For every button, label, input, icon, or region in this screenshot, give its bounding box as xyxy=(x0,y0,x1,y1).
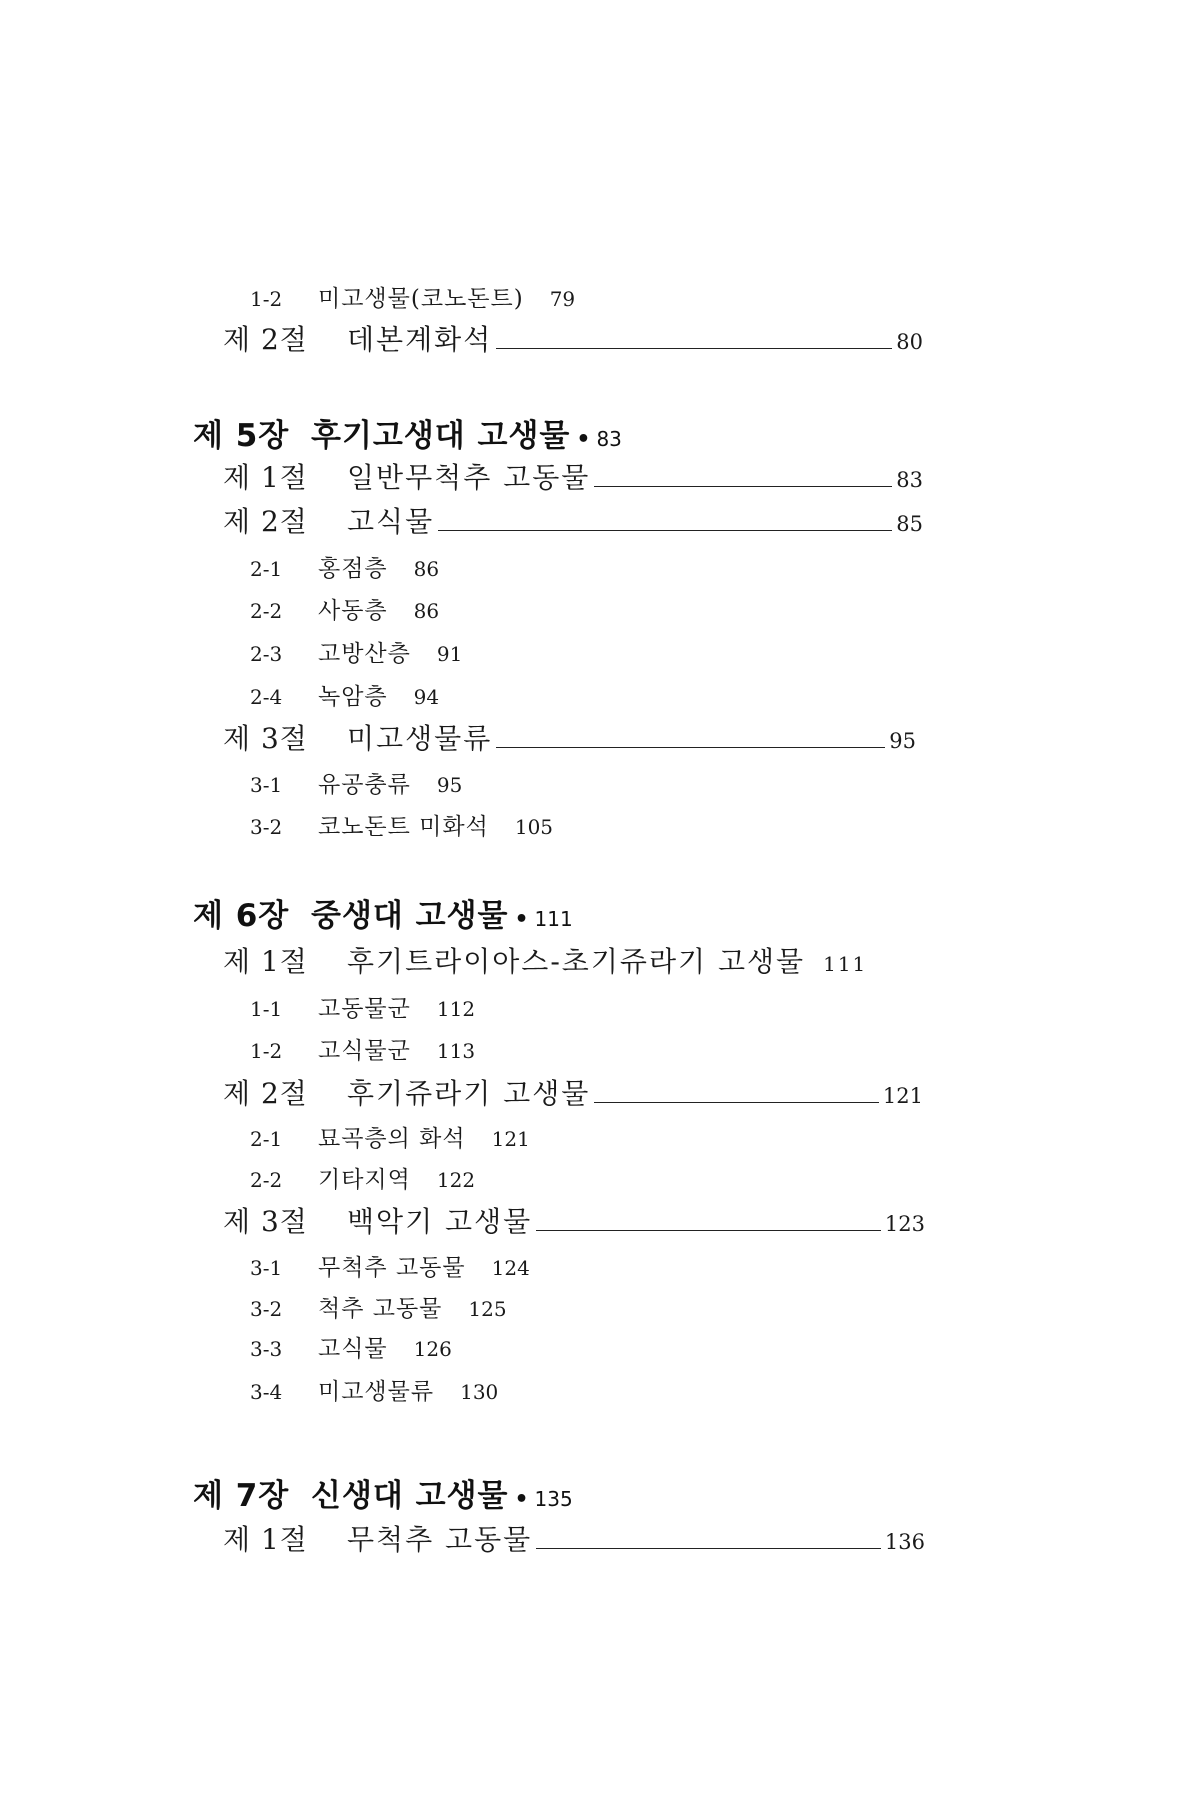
toc-subsection[interactable] xyxy=(250,1120,530,1153)
leader-line xyxy=(594,1102,879,1103)
page-number: 79 xyxy=(549,287,576,311)
section-number: 제 1절 xyxy=(223,945,308,978)
leader-line xyxy=(496,348,892,349)
page-number: 122 xyxy=(436,1168,476,1192)
toc-section[interactable] xyxy=(223,318,923,358)
subsection-title: 홍점층 xyxy=(318,556,388,582)
section-number: 제 2절 xyxy=(223,505,308,538)
page-number: 135 xyxy=(534,1487,573,1511)
page-number: 95 xyxy=(436,773,463,797)
section-title: 고식물 xyxy=(347,505,435,538)
subsection-title: 고동물군 xyxy=(318,996,411,1022)
page-number: 111 xyxy=(823,952,868,976)
subsection-title: 고식물군 xyxy=(318,1038,411,1064)
subsection-number: 1-1 xyxy=(250,997,283,1021)
subsection-title: 고방산층 xyxy=(318,641,411,667)
subsection-title: 유공충류 xyxy=(318,772,411,798)
toc-subsection[interactable] xyxy=(250,766,462,799)
subsection-title: 사동층 xyxy=(318,598,388,624)
section-title: 후기트라이아스-초기쥬라기 고생물 xyxy=(347,945,806,978)
toc-subsection[interactable] xyxy=(250,990,475,1023)
section-title: 미고생물류 xyxy=(347,722,493,755)
toc-section[interactable] xyxy=(223,940,867,980)
toc-subsection[interactable] xyxy=(250,678,439,711)
subsection-number: 2-3 xyxy=(250,642,283,666)
page-number: 86 xyxy=(413,599,440,623)
page-number: 91 xyxy=(436,642,463,666)
subsection-number: 3-1 xyxy=(250,1256,283,1280)
toc-subsection[interactable] xyxy=(250,635,462,668)
subsection-title: 미고생물(코노돈트) xyxy=(318,286,524,312)
toc-subsection[interactable] xyxy=(250,1249,530,1282)
toc-section[interactable] xyxy=(223,500,923,540)
toc-section[interactable] xyxy=(223,1072,923,1112)
page-number: 124 xyxy=(491,1256,530,1280)
page-number: 112 xyxy=(436,997,476,1021)
section-title: 무척추 고동물 xyxy=(347,1523,533,1556)
toc-subsection[interactable] xyxy=(250,1373,498,1406)
section-title: 데본계화석 xyxy=(347,323,493,356)
subsection-number: 3-3 xyxy=(250,1337,283,1361)
subsection-title: 미고생물류 xyxy=(318,1379,435,1405)
bullet-separator: • xyxy=(514,1487,529,1512)
page-number: 125 xyxy=(468,1297,507,1321)
toc-subsection[interactable] xyxy=(250,1032,475,1065)
chapter-number: 제 5장 xyxy=(193,418,290,454)
toc-subsection[interactable] xyxy=(250,1290,507,1323)
subsection-number: 3-2 xyxy=(250,1297,283,1321)
leader-line xyxy=(594,486,892,487)
leader-line xyxy=(536,1548,881,1549)
subsection-number: 2-4 xyxy=(250,685,283,709)
subsection-number: 2-2 xyxy=(250,599,283,623)
toc-section[interactable] xyxy=(223,717,916,757)
toc-chapter[interactable] xyxy=(193,1470,573,1515)
page-number: 86 xyxy=(413,557,440,581)
page-number: 111 xyxy=(534,907,573,931)
page-number: 130 xyxy=(460,1380,499,1404)
toc-subsection[interactable] xyxy=(250,808,553,841)
leader-line xyxy=(438,530,892,531)
page-number: 94 xyxy=(413,685,440,709)
bullet-separator: • xyxy=(514,907,529,932)
toc-subsection[interactable] xyxy=(250,1330,452,1363)
subsection-number: 3-1 xyxy=(250,773,283,797)
subsection-title: 녹암층 xyxy=(318,684,388,710)
subsection-title: 고식물 xyxy=(318,1336,388,1362)
chapter-number: 제 7장 xyxy=(193,1478,290,1514)
section-number: 제 1절 xyxy=(223,461,308,494)
subsection-number: 2-1 xyxy=(250,1127,283,1151)
section-number: 제 3절 xyxy=(223,1205,308,1238)
chapter-title: 중생대 고생물 xyxy=(311,898,509,934)
page-number: 126 xyxy=(413,1337,452,1361)
subsection-title: 척추 고동물 xyxy=(318,1296,443,1322)
page-number: 121 xyxy=(491,1127,530,1151)
subsection-title: 무척추 고동물 xyxy=(318,1255,466,1281)
section-title: 후기쥬라기 고생물 xyxy=(347,1077,591,1110)
toc-section[interactable] xyxy=(223,1518,925,1558)
bullet-separator: • xyxy=(576,427,591,452)
subsection-number: 3-2 xyxy=(250,815,283,839)
leader-line xyxy=(536,1230,881,1231)
page-number: 83 xyxy=(896,468,923,492)
subsection-title: 묘곡층의 화석 xyxy=(318,1126,466,1152)
page-number: 123 xyxy=(884,1212,925,1236)
subsection-title: 코노돈트 미화석 xyxy=(318,814,489,840)
toc-chapter[interactable] xyxy=(193,890,573,935)
page-number: 113 xyxy=(436,1039,476,1063)
page-number: 105 xyxy=(514,815,554,839)
section-title: 일반무척추 고동물 xyxy=(347,461,591,494)
chapter-title: 후기고생대 고생물 xyxy=(311,418,571,454)
section-number: 제 2절 xyxy=(223,1077,308,1110)
subsection-number: 1-2 xyxy=(250,1039,283,1063)
page-number: 136 xyxy=(884,1530,925,1554)
section-number: 제 2절 xyxy=(223,323,308,356)
subsection-number: 1-2 xyxy=(250,287,283,311)
subsection-title: 기타지역 xyxy=(318,1167,411,1193)
chapter-number: 제 6장 xyxy=(193,898,290,934)
toc-subsection[interactable] xyxy=(250,592,439,625)
section-number: 제 3절 xyxy=(223,722,308,755)
section-number: 제 1절 xyxy=(223,1523,308,1556)
page-number: 83 xyxy=(596,427,622,451)
page-number: 121 xyxy=(882,1084,923,1108)
section-title: 백악기 고생물 xyxy=(347,1205,533,1238)
toc-subsection[interactable] xyxy=(250,550,439,583)
toc-section[interactable] xyxy=(223,456,923,496)
toc-chapter[interactable] xyxy=(193,410,622,455)
toc-subsection[interactable] xyxy=(250,1161,475,1194)
page-number: 80 xyxy=(896,330,923,354)
subsection-number: 2-2 xyxy=(250,1168,283,1192)
page-number: 85 xyxy=(896,512,923,536)
toc-subsection[interactable] xyxy=(250,280,575,313)
page-number: 95 xyxy=(889,729,916,753)
leader-line xyxy=(496,747,885,748)
toc-section[interactable] xyxy=(223,1200,925,1240)
chapter-title: 신생대 고생물 xyxy=(311,1478,509,1514)
subsection-number: 3-4 xyxy=(250,1380,283,1404)
subsection-number: 2-1 xyxy=(250,557,283,581)
